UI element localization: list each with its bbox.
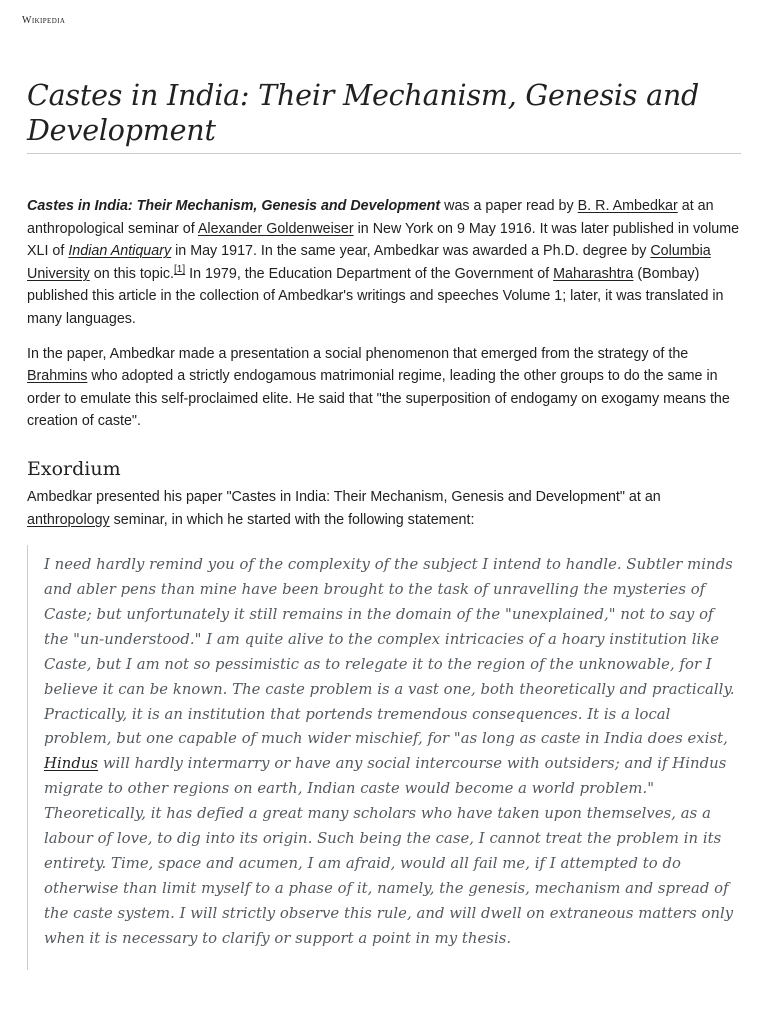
wikipedia-wordmark[interactable]: Wikipedia — [22, 15, 66, 26]
title-divider — [27, 153, 741, 154]
link-columbia-university[interactable]: Columbia University — [27, 243, 711, 282]
link-maharashtra[interactable]: Maharashtra — [553, 265, 634, 282]
page-title: Castes in India: Their Mechanism, Genesis and Development — [27, 79, 700, 147]
intro-text: was a paper read by — [440, 198, 578, 214]
ambedkar-quote — [27, 545, 741, 970]
intro-bold-title: Castes in India: Their Mechanism, Genesis and Development — [27, 198, 441, 214]
paragraph-text: In the paper, Ambedkar made a presentation a social phenomenon that emerged from the strategy of the — [27, 345, 689, 362]
exordium-paragraph — [27, 486, 741, 531]
link-alexander-goldenweiser[interactable]: Alexander Goldenweiser — [197, 220, 354, 237]
link-brahmins[interactable]: Brahmins — [27, 368, 88, 385]
section-heading-exordium: Exordium — [27, 457, 121, 480]
intro-paragraph — [27, 195, 741, 331]
quote-text: I need hardly remind you of the complexity of the subject I intend to handle. Subtler minds and abler pens than mine have been brought to the task of unravelling the mysteries of Caste; but unfortunately it still remains in the domain of the "unexplained," not to say of the "un-understood." I am quite alive to the complex intricacies of a hoary institution like Caste, but I am not so pessimistic as to relegate it to the region of the unknowable, for I believe it can be known. The caste problem is a vast one, both theoretically and practically. Practically, it is an institution that portends tremendous consequences. It is a local problem, but one capable of much wider mischief, for "as long as caste in India does exist, — [44, 556, 735, 748]
quote-text: will hardly intermarry or have any social intercourse with outsiders; and if Hindus migrate to other regions on earth, Indian caste would become a world problem." Theoretically, it has defied a great many scholars who have taken upon themselves, as a labour of love, to dig into its origin. Such being the case, I cannot treat the problem in its entirety. Time, space and acumen, I am afraid, would all fail me, if I attempted to do otherwise than limit myself to a phase of it, namely, the genesis, mechanism and spread of the caste system. I will strictly observe this rule, and will dwell on extraneous matters only when it is necessary to clarify or support a point in my thesis. — [44, 755, 734, 947]
intro-text: at an anthropological seminar of — [27, 198, 714, 237]
paragraph-text: who adopted a strictly endogamous matrimonial regime, leading the other groups to do the same in order to emulate this self-proclaimed elite. He said that "the superposition of endogamy on exogamy means the creation of caste". — [27, 368, 730, 430]
paragraph-text: Ambedkar presented his paper "Castes in India: Their Mechanism, Genesis and Development" at an — [27, 488, 661, 505]
paragraph-text: seminar, in which he started with the following statement: — [109, 511, 475, 528]
link-hindus[interactable]: Hindus — [44, 755, 99, 773]
intro-text: (Bombay) published this article in the collection of Ambedkar's writings and speeches Volume 1; later, it was translated in many languages. — [27, 265, 724, 327]
article-body — [27, 195, 741, 970]
link-anthropology[interactable]: anthropology — [27, 511, 110, 528]
link-br-ambedkar[interactable]: B. R. Ambedkar — [577, 198, 678, 214]
intro-text: In 1979, the Education Department of the Government of — [185, 265, 554, 282]
reference-link-1[interactable]: [1] — [174, 264, 186, 276]
intro-text: on this topic. — [89, 265, 175, 282]
link-indian-antiquary[interactable]: Indian Antiquary — [68, 243, 172, 260]
paper-summary-paragraph — [27, 343, 741, 433]
intro-text: in May 1917. In the same year, Ambedkar was awarded a Ph.D. degree by — [171, 243, 651, 260]
intro-text: in New York on 9 May 1916. It was later published in volume XLI of — [27, 220, 740, 260]
